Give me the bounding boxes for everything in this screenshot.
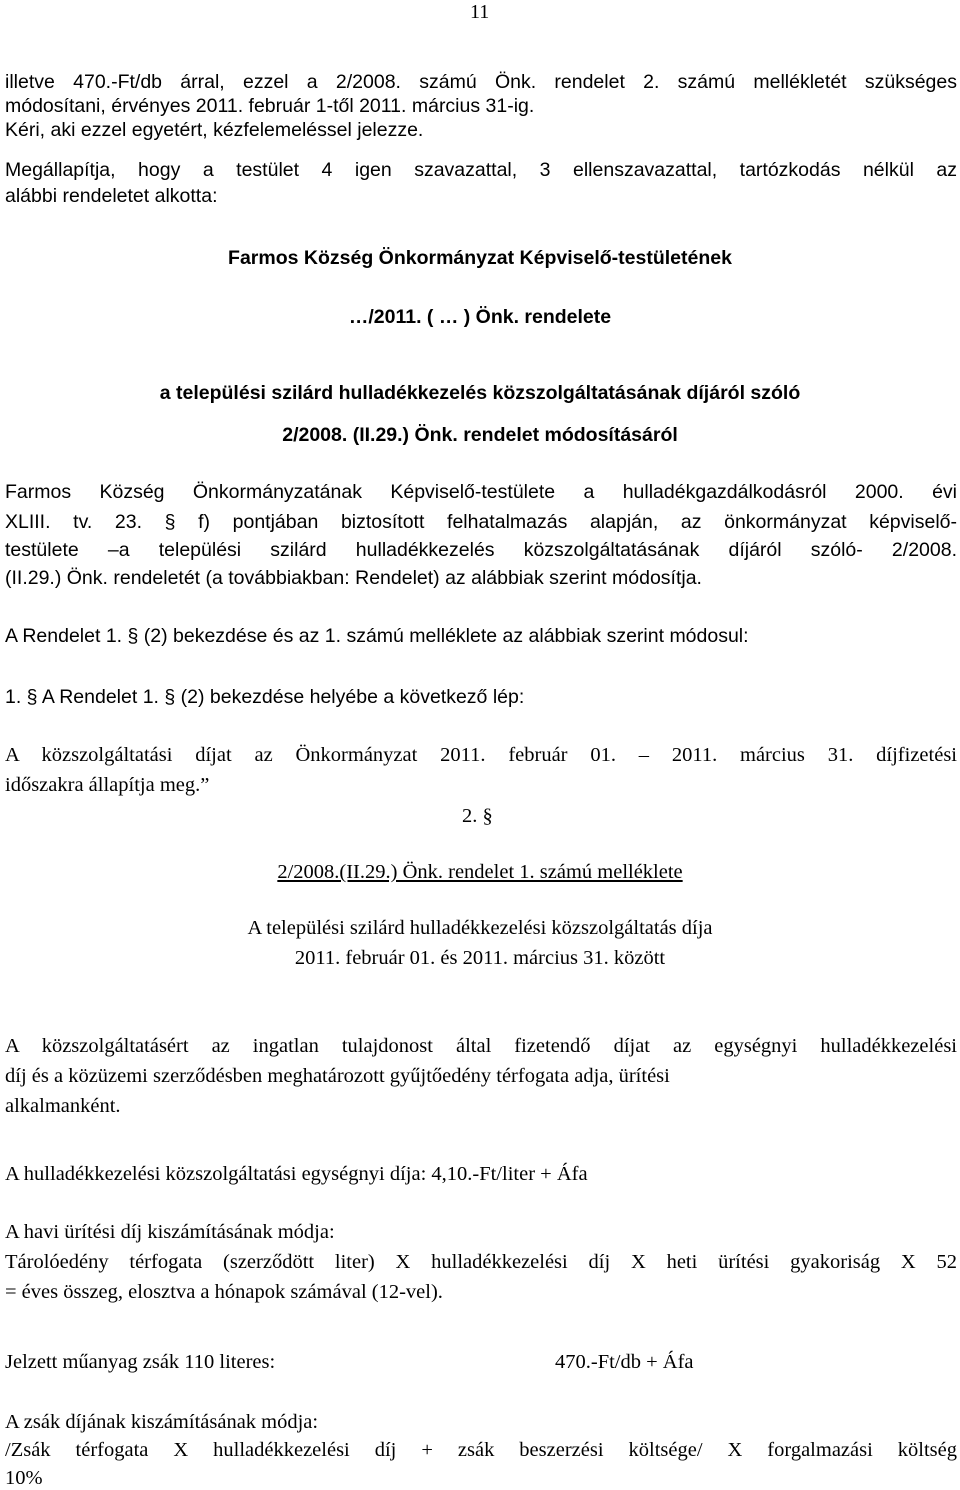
heading-council: Farmos Község Önkormányzat Képviselő-testületének bbox=[228, 247, 732, 269]
bag-calc-formula: /Zsák térfogata X hulladékkezelési díj + zsák beszerzési költsége/ X forgalmazási költség bbox=[5, 1439, 957, 1461]
page-number: 11 bbox=[470, 1, 490, 23]
point-2: 2. § bbox=[462, 805, 493, 827]
bag-price: 470.-Ft/db + Áfa bbox=[555, 1351, 694, 1373]
unit-fee: A hulladékkezelési közszolgáltatási egységnyi díja: 4,10.-Ft/liter + Áfa bbox=[5, 1163, 588, 1185]
annex-title bbox=[0, 860, 960, 884]
monthly-fee-formula-1: Tárolóedény térfogata (szerződött liter) X hulladékkezelési díj X heti ürítési gyakoriság X 52 bbox=[5, 1251, 957, 1273]
bag-label: Jelzett műanyag zsák 110 literes: bbox=[5, 1351, 276, 1373]
fee-period-line-2: időszakra állapítja meg.” bbox=[5, 774, 210, 796]
heading-decree-number: …/2011. ( … ) Önk. rendelete bbox=[348, 306, 612, 328]
heading-decree-subject: a települési szilárd hulladékkezelés közszolgáltatásának díjáról szóló bbox=[159, 382, 801, 404]
intro-line-1: illetve 470.-Ft/db árral, ezzel a 2/2008. számú Önk. rendelet 2. számú mellékletét szükséges bbox=[5, 71, 957, 93]
annex-subtitle-line-2: 2011. február 01. és 2011. március 31. között bbox=[294, 947, 666, 969]
point-1: 1. § A Rendelet 1. § (2) bekezdése helyébe a következő lép: bbox=[5, 686, 525, 708]
preamble-line-1: Farmos Község Önkormányzatának Képviselő-testülete a hulladékgazdálkodásról 2000. évi bbox=[5, 481, 957, 503]
preamble-line-2: XLIII. tv. 23. § f) pontjában biztosított felhatalmazás alapján, az önkormányzat képviselő- bbox=[5, 511, 957, 533]
intro-line-2: módosítani, érvényes 2011. február 1-től 2011. március 31-ig. bbox=[5, 95, 535, 117]
annex-subtitle-line-1: A települési szilárd hulladékkezelési közszolgáltatás díja bbox=[247, 917, 713, 939]
intro-line-3: Kéri, aki ezzel egyetért, kézfelemeléssel jelezze. bbox=[5, 119, 424, 141]
section-1-intro: A Rendelet 1. § (2) bekezdése és az 1. számú melléklete az alábbiak szerint módosul: bbox=[5, 625, 749, 647]
preamble-line-4: (II.29.) Önk. rendeletét (a továbbiakban: Rendelet) az alábbiak szerint módosítja. bbox=[5, 567, 702, 589]
annex-title-text: 2/2008.(II.29.) Önk. rendelet 1. számú melléklete bbox=[277, 861, 683, 883]
intro-line-4: Megállapítja, hogy a testület 4 igen szavazattal, 3 ellenszavazattal, tartózkodás nélkül az bbox=[5, 159, 957, 181]
paragraph-line-1: A közszolgáltatásért az ingatlan tulajdonost által fizetendő díjat az egységnyi hulladékkezelési bbox=[5, 1035, 957, 1057]
bag-calc-percent: 10% bbox=[5, 1467, 43, 1489]
paragraph-line-3: alkalmanként. bbox=[5, 1095, 121, 1117]
heading-decree-amendment: 2/2008. (II.29.) Önk. rendelet módosításáról bbox=[282, 424, 678, 446]
monthly-fee-formula-2: = éves összeg, elosztva a hónapok számával (12-vel). bbox=[5, 1281, 443, 1303]
preamble-line-3: testülete –a települési szilárd hulladékkezelés közszolgáltatásának díjáról szóló- 2/2008. bbox=[5, 539, 957, 561]
bag-calc-title: A zsák díjának kiszámításának módja: bbox=[5, 1411, 319, 1433]
monthly-fee-title: A havi ürítési díj kiszámításának módja: bbox=[5, 1221, 335, 1243]
intro-line-5: alábbi rendeletet alkotta: bbox=[5, 185, 218, 207]
fee-period-line-1: A közszolgáltatási díjat az Önkormányzat 2011. február 01. – 2011. március 31. díjfizetési bbox=[5, 744, 957, 766]
paragraph-line-2: díj és a közüzemi szerződésben meghatározott gyűjtőedény térfogata adja, ürítési bbox=[5, 1065, 670, 1087]
